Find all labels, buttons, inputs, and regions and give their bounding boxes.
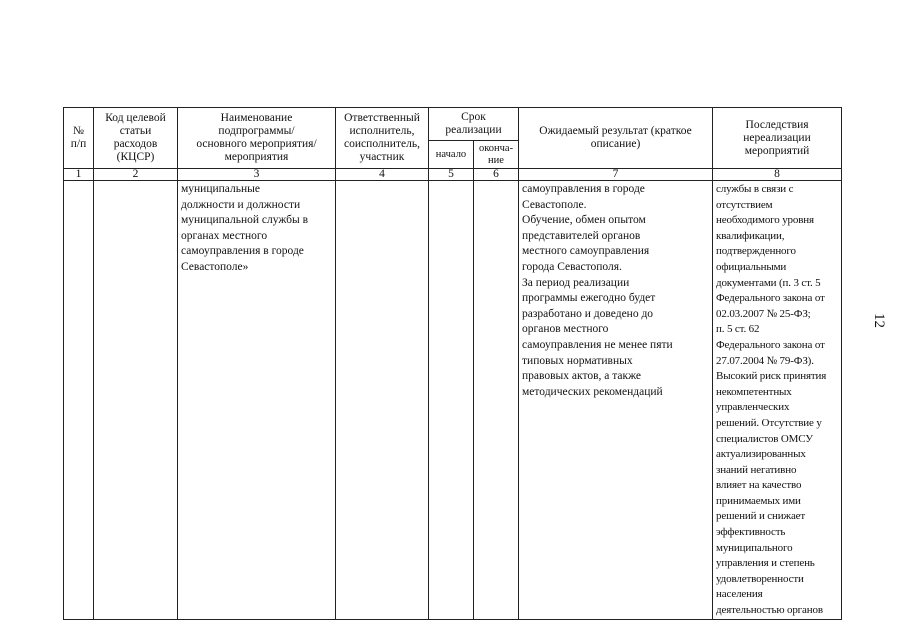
column-number: 5 xyxy=(429,169,474,181)
header-period-end: оконча- ние xyxy=(474,141,519,169)
cell-period-end xyxy=(474,181,519,620)
header-number: № п/п xyxy=(64,108,94,169)
column-number-row xyxy=(64,169,842,181)
column-number: 2 xyxy=(94,169,178,181)
cell-number xyxy=(64,181,94,620)
header-period-start: начало xyxy=(429,141,474,169)
header-non-implementation-consequences: Последствия нереализации мероприятий xyxy=(713,108,842,169)
column-number: 3 xyxy=(178,169,336,181)
header-responsible-executor: Ответственный исполнитель, соисполнитель, участник xyxy=(336,108,429,169)
header-activity-name: Наименование подпрограммы/ основного мероприятия/ мероприятия xyxy=(178,108,336,169)
table-row xyxy=(64,181,842,620)
header-implementation-period: Срок реализации xyxy=(429,108,519,141)
cell-responsible-executor xyxy=(336,181,429,620)
cell-non-implementation-consequences: службы в связи с отсутствием необходимого уровня квалификации, подтвержденного официальными документами (п. 3 ст. 5 Федерального закона от 02.03.2007 № 25-ФЗ; п. 5 ст. 62 Федерального закона от 27.07.2004 № 79-ФЗ). Высокий риск принятия некомпетентных управленческих решений. Отсутствие у специалистов ОМСУ актуализированных знаний негативно влияет на качество принимаемых ими решений и снижает эффективность муниципального управления и степень удовлетворенности населения деятельностью органов xyxy=(713,181,842,620)
column-number: 1 xyxy=(64,169,94,181)
cell-expected-result: самоуправления в городе Севастополе. Обучение, обмен опытом представителей органов местного самоуправления города Севастополя. За период реализации программы ежегодно будет разработано и доведено до органов местного самоуправления не менее пяти типовых нормативных правовых актов, а также методических рекомендаций xyxy=(519,181,713,620)
column-number: 6 xyxy=(474,169,519,181)
column-number: 4 xyxy=(336,169,429,181)
column-number: 8 xyxy=(713,169,842,181)
header-kcsr-code: Код целевой статьи расходов (КЦСР) xyxy=(94,108,178,169)
cell-kcsr-code xyxy=(94,181,178,620)
header-expected-result: Ожидаемый результат (краткое описание) xyxy=(519,108,713,169)
cell-period-start xyxy=(429,181,474,620)
header-row xyxy=(64,108,842,141)
column-number: 7 xyxy=(519,169,713,181)
page-number: 12 xyxy=(871,313,887,328)
cell-activity-name: муниципальные должности и должности муниципальной службы в органах местного самоуправления в городе Севастополе» xyxy=(178,181,336,620)
program-activities-table xyxy=(63,107,842,620)
